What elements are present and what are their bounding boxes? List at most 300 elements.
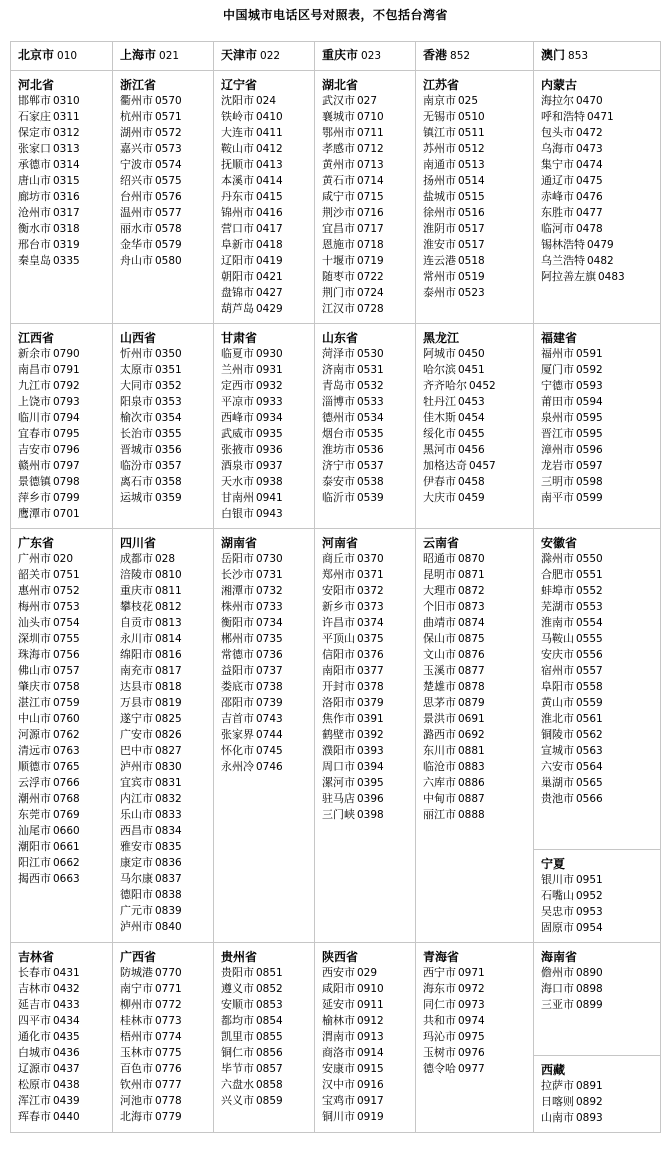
city-entry: [541, 791, 660, 807]
city-name: 武汉市: [322, 94, 355, 107]
city-name: 白银市: [221, 507, 254, 520]
area-code: 024: [256, 95, 277, 107]
city-name: 厦门市: [541, 363, 574, 376]
city-entry: [322, 695, 415, 711]
city-name: 北京市: [18, 48, 55, 62]
province-name: 福建省: [541, 331, 578, 345]
area-code: 0773: [155, 1015, 182, 1027]
city-entry: [541, 615, 660, 631]
city-name: 惠州市: [18, 584, 51, 597]
city-name: 孝感市: [322, 142, 355, 155]
city-entry: [423, 695, 533, 711]
city-entry: [541, 269, 660, 285]
area-code: 0857: [256, 1063, 283, 1075]
area-code: 0539: [357, 492, 384, 504]
city-entry: [221, 458, 314, 474]
city-entry: [120, 221, 213, 237]
city-name: 阳江市: [18, 856, 51, 869]
city-name: 永州冷: [221, 760, 254, 773]
area-code: 0310: [53, 95, 80, 107]
city-name: 丽江市: [423, 808, 456, 821]
area-code: 0515: [458, 191, 485, 203]
city-name: 大同市: [120, 379, 153, 392]
city-name: 南通市: [423, 158, 456, 171]
area-code: 0379: [357, 697, 384, 709]
city-name: 通辽市: [541, 174, 574, 187]
city-name: 淮阴市: [423, 222, 456, 235]
city-entry: [18, 679, 112, 695]
area-code: 0753: [53, 601, 80, 613]
city-entry: [322, 237, 415, 253]
area-code: 0523: [458, 287, 485, 299]
province-cell: [11, 71, 113, 324]
area-code: 0735: [256, 633, 283, 645]
city-entry: [322, 1013, 415, 1029]
city-entry: [322, 253, 415, 269]
city-name: 潞西市: [423, 728, 456, 741]
city-name: 安顺市: [221, 998, 254, 1011]
area-code: 0421: [256, 271, 283, 283]
city-name: 东莞市: [18, 808, 51, 821]
city-name: 德阳市: [120, 888, 153, 901]
city-entry: [18, 1061, 112, 1077]
city-entry: [18, 125, 112, 141]
area-code: 0930: [256, 348, 283, 360]
city-entry: [221, 394, 314, 410]
city-name: 西安市: [322, 966, 355, 979]
city-name: 文山市: [423, 648, 456, 661]
area-code: 0393: [357, 745, 384, 757]
city-entry: [541, 647, 660, 663]
city-entry: [120, 567, 213, 583]
city-entry: [18, 711, 112, 727]
city-name: 淮安市: [423, 238, 456, 251]
area-code: 0878: [458, 681, 485, 693]
area-code: 0392: [357, 729, 384, 741]
city-name: 四平市: [18, 1014, 51, 1027]
area-code: 021: [159, 50, 180, 62]
city-entry: [423, 997, 533, 1013]
province-cell: [534, 324, 661, 529]
area-code: 0855: [256, 1031, 283, 1043]
area-code: 0899: [576, 999, 603, 1011]
province-name: 宁夏: [541, 857, 566, 871]
city-name: 牡丹江: [423, 395, 456, 408]
area-code: 0856: [256, 1047, 283, 1059]
area-code: 0934: [256, 412, 283, 424]
city-name: 绍兴市: [120, 174, 153, 187]
city-entry: [221, 237, 314, 253]
area-code: 0663: [53, 873, 80, 885]
city-entry: [423, 410, 533, 426]
city-entry: [120, 759, 213, 775]
city-name: 丽水市: [120, 222, 153, 235]
city-entry: [120, 695, 213, 711]
area-code: 0335: [53, 255, 80, 267]
city-entry: [541, 965, 660, 981]
area-code: 0572: [155, 127, 182, 139]
city-name: 铜仁市: [221, 1046, 254, 1059]
city-entry: [18, 823, 112, 839]
area-code: 0791: [53, 364, 80, 376]
city-entry: [221, 631, 314, 647]
area-code: 0745: [256, 745, 283, 757]
city-entry: [423, 1061, 533, 1077]
area-code: 853: [568, 50, 589, 62]
area-code: 0594: [576, 396, 603, 408]
area-code: 0825: [155, 713, 182, 725]
city-entry: [322, 1077, 415, 1093]
area-code: 0716: [357, 207, 384, 219]
city-entry: [541, 981, 660, 997]
province-name: 江西省: [18, 331, 55, 345]
city-entry: [541, 872, 660, 888]
city-entry: [423, 711, 533, 727]
city-entry: [221, 583, 314, 599]
city-name: 兴义市: [221, 1094, 254, 1107]
area-code: 0744: [256, 729, 283, 741]
area-code: 0354: [155, 412, 182, 424]
city-entry: [541, 695, 660, 711]
city-name: 太原市: [120, 363, 153, 376]
city-name: 上饶市: [18, 395, 51, 408]
city-name: 南昌市: [18, 363, 51, 376]
area-code: 0357: [155, 460, 182, 472]
area-code: 0660: [53, 825, 80, 837]
city-entry: [423, 426, 533, 442]
header-cell: [416, 42, 534, 71]
city-name: 三门峡: [322, 808, 355, 821]
city-entry: [221, 301, 314, 317]
city-name: 南平市: [541, 491, 574, 504]
city-name: 榆林市: [322, 1014, 355, 1027]
city-entry: [120, 426, 213, 442]
area-code: 0831: [155, 777, 182, 789]
city-entry: [322, 583, 415, 599]
city-entry: [322, 458, 415, 474]
area-code: 0799: [53, 492, 80, 504]
area-code: 0371: [357, 569, 384, 581]
city-entry: [221, 125, 314, 141]
area-code: 0953: [576, 906, 603, 918]
area-code: 0932: [256, 380, 283, 392]
city-entry: [541, 490, 660, 506]
province-name: 河南省: [322, 536, 359, 550]
city-entry: [18, 1029, 112, 1045]
area-code: 0798: [53, 476, 80, 488]
city-name: 株州市: [221, 600, 254, 613]
province-name: 西藏: [541, 1063, 566, 1077]
city-name: 三明市: [541, 475, 574, 488]
city-entry: [18, 410, 112, 426]
city-name: 武威市: [221, 427, 254, 440]
city-name: 岳阳市: [221, 552, 254, 565]
city-name: 辽源市: [18, 1062, 51, 1075]
city-name: 恩施市: [322, 238, 355, 251]
city-entry: [322, 679, 415, 695]
city-entry: [423, 141, 533, 157]
area-code: 0692: [458, 729, 485, 741]
city-name: 青岛市: [322, 379, 355, 392]
city-entry: [120, 394, 213, 410]
city-entry: [541, 109, 660, 125]
area-code: 023: [361, 50, 382, 62]
city-name: 甘南州: [221, 491, 254, 504]
area-code: 0774: [155, 1031, 182, 1043]
city-name: 泸州市: [120, 760, 153, 773]
area-code: 0375: [357, 633, 384, 645]
city-entry: [541, 141, 660, 157]
area-code: 0359: [155, 492, 182, 504]
province-cell: [214, 529, 315, 943]
city-name: 黑河市: [423, 443, 456, 456]
city-name: 泉州市: [541, 411, 574, 424]
city-name: 德令哈: [423, 1062, 456, 1075]
city-name: 渭南市: [322, 1030, 355, 1043]
area-code: 0592: [576, 364, 603, 376]
area-code: 0565: [576, 777, 603, 789]
city-entry: [322, 997, 415, 1013]
area-code: 0713: [357, 159, 384, 171]
area-code: 0830: [155, 761, 182, 773]
city-entry: [322, 1045, 415, 1061]
area-code: 0573: [155, 143, 182, 155]
area-code: 0973: [458, 999, 485, 1011]
area-code: 0451: [458, 364, 485, 376]
city-entry: [541, 93, 660, 109]
city-entry: [322, 615, 415, 631]
area-code: 0415: [256, 191, 283, 203]
area-code: 0418: [256, 239, 283, 251]
area-code: 0935: [256, 428, 283, 440]
city-name: 平顶山: [322, 632, 355, 645]
city-name: 浑江市: [18, 1094, 51, 1107]
city-entry: [322, 205, 415, 221]
city-entry: [221, 442, 314, 458]
city-name: 日喀则: [541, 1095, 574, 1108]
city-name: 景德镇: [18, 475, 51, 488]
area-code: 0580: [155, 255, 182, 267]
area-code: 0837: [155, 873, 182, 885]
area-code: 0551: [576, 569, 603, 581]
city-entry: [322, 442, 415, 458]
city-entry: [120, 157, 213, 173]
city-name: 贵阳市: [221, 966, 254, 979]
city-entry: [18, 1109, 112, 1125]
area-code: 0931: [256, 364, 283, 376]
area-code: 0833: [155, 809, 182, 821]
city-entry: [221, 759, 314, 775]
area-code: 0661: [53, 841, 80, 853]
area-code: 0377: [357, 665, 384, 677]
city-entry: [18, 807, 112, 823]
city-name: 莆田市: [541, 395, 574, 408]
city-entry: [120, 711, 213, 727]
city-entry: [221, 189, 314, 205]
city-entry: [120, 679, 213, 695]
city-entry: [322, 157, 415, 173]
city-entry: [18, 855, 112, 871]
city-entry: [423, 109, 533, 125]
area-code: 0414: [256, 175, 283, 187]
city-entry: [221, 1045, 314, 1061]
city-name: 泰安市: [322, 475, 355, 488]
city-name: 康定市: [120, 856, 153, 869]
area-code: 0455: [458, 428, 485, 440]
city-entry: [541, 458, 660, 474]
city-entry: [18, 631, 112, 647]
city-name: 海拉尔: [541, 94, 574, 107]
city-name: 西昌市: [120, 824, 153, 837]
city-name: 烟台市: [322, 427, 355, 440]
city-name: 柳州市: [120, 998, 153, 1011]
area-code: 0772: [155, 999, 182, 1011]
city-entry: [221, 269, 314, 285]
city-name: 邯郸市: [18, 94, 51, 107]
city-entry: [322, 378, 415, 394]
city-name: 巢湖市: [541, 776, 574, 789]
area-code-table: [10, 41, 661, 1133]
area-code: 0919: [357, 1111, 384, 1123]
city-name: 淮南市: [541, 616, 574, 629]
area-code: 0758: [53, 681, 80, 693]
city-name: 辽阳市: [221, 254, 254, 267]
city-entry: [18, 791, 112, 807]
city-name: 台州市: [120, 190, 153, 203]
city-entry: [18, 647, 112, 663]
city-name: 北海市: [120, 1110, 153, 1123]
city-name: 潮阳市: [18, 840, 51, 853]
city-entry: [120, 1013, 213, 1029]
city-entry: [120, 173, 213, 189]
area-code: 0913: [357, 1031, 384, 1043]
area-code: 0851: [256, 967, 283, 979]
city-name: 葫芦岛: [221, 302, 254, 315]
area-code: 0732: [256, 585, 283, 597]
area-code: 0914: [357, 1047, 384, 1059]
province-name: 四川省: [120, 536, 157, 550]
city-name: 吴忠市: [541, 905, 574, 918]
city-name: 凯里市: [221, 1030, 254, 1043]
city-entry: [120, 919, 213, 935]
city-entry: [18, 474, 112, 490]
city-name: 新余市: [18, 347, 51, 360]
city-name: 衢州市: [120, 94, 153, 107]
city-name: 万县市: [120, 696, 153, 709]
area-code: 0475: [576, 175, 603, 187]
area-code: 0534: [357, 412, 384, 424]
area-code: 0556: [576, 649, 603, 661]
city-name: 泰州市: [423, 286, 456, 299]
city-name: 珠海市: [18, 648, 51, 661]
city-entry: [221, 615, 314, 631]
area-code: 0879: [458, 697, 485, 709]
city-name: 商洛市: [322, 1046, 355, 1059]
city-entry: [120, 1109, 213, 1125]
city-name: 抚顺市: [221, 158, 254, 171]
city-entry: [423, 189, 533, 205]
city-name: 广州市: [18, 552, 51, 565]
province-cell: [315, 943, 416, 1133]
city-entry: [541, 567, 660, 583]
area-code: 0710: [357, 111, 384, 123]
area-code: 0437: [53, 1063, 80, 1075]
area-code: 0412: [256, 143, 283, 155]
area-code: 0728: [357, 303, 384, 315]
city-entry: [18, 1093, 112, 1109]
city-name: 巴中市: [120, 744, 153, 757]
area-code: 0530: [357, 348, 384, 360]
area-code: 0553: [576, 601, 603, 613]
area-code: 0853: [256, 999, 283, 1011]
city-entry: [120, 727, 213, 743]
city-entry: [18, 346, 112, 362]
area-code: 0459: [458, 492, 485, 504]
province-cell: [416, 943, 534, 1133]
city-entry: [120, 981, 213, 997]
area-code: 0532: [357, 380, 384, 392]
city-name: 温州市: [120, 206, 153, 219]
area-code: 0593: [576, 380, 603, 392]
area-code: 0826: [155, 729, 182, 741]
city-name: 通化市: [18, 1030, 51, 1043]
area-code: 0941: [256, 492, 283, 504]
area-code: 0778: [155, 1095, 182, 1107]
area-code: 0482: [587, 255, 614, 267]
province-cell: [113, 529, 214, 943]
city-name: 张家口: [18, 142, 51, 155]
header-row: [11, 42, 661, 71]
city-entry: [541, 205, 660, 221]
province-cell: [11, 529, 113, 943]
header-cell: [113, 42, 214, 71]
area-code: 0971: [458, 967, 485, 979]
city-name: 镇江市: [423, 126, 456, 139]
city-name: 鹤壁市: [322, 728, 355, 741]
city-entry: [322, 285, 415, 301]
city-entry: [18, 871, 112, 887]
province-block: [534, 529, 660, 849]
city-entry: [120, 189, 213, 205]
area-code: 0701: [53, 508, 80, 520]
area-code: 0724: [357, 287, 384, 299]
city-entry: [221, 727, 314, 743]
area-code: 0394: [357, 761, 384, 773]
area-code: 0355: [155, 428, 182, 440]
area-code: 0762: [53, 729, 80, 741]
area-code: 0597: [576, 460, 603, 472]
city-entry: [120, 1077, 213, 1093]
city-name: 吉林市: [18, 982, 51, 995]
city-name: 安阳市: [322, 584, 355, 597]
area-code: 0972: [458, 983, 485, 995]
area-code: 0353: [155, 396, 182, 408]
city-name: 西峰市: [221, 411, 254, 424]
city-entry: [120, 490, 213, 506]
city-entry: [322, 93, 415, 109]
city-entry: [221, 157, 314, 173]
area-code: 0358: [155, 476, 182, 488]
city-name: 黄州市: [322, 158, 355, 171]
city-name: 包头市: [541, 126, 574, 139]
city-entry: [423, 474, 533, 490]
province-name: 河北省: [18, 78, 55, 92]
city-entry: [18, 839, 112, 855]
province-name: 内蒙古: [541, 78, 578, 92]
area-code: 0479: [587, 239, 614, 251]
city-name: 共和市: [423, 1014, 456, 1027]
city-entry: [120, 997, 213, 1013]
